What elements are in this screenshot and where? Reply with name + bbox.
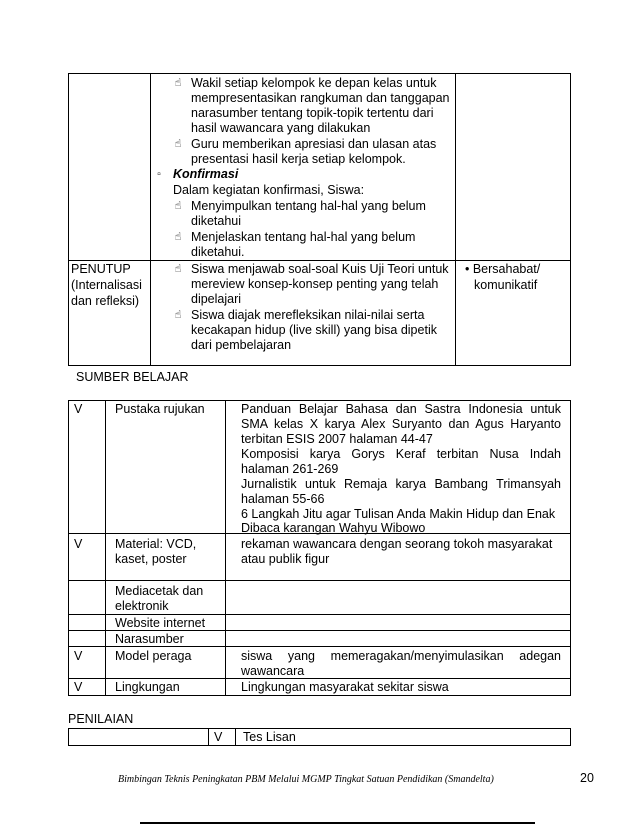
- footer-rule: [140, 822, 535, 824]
- activity-text: Dalam kegiatan konfirmasi, Siswa:: [173, 183, 365, 197]
- source-desc: terbitan ESIS 2007 halaman 44-47: [241, 432, 433, 446]
- check-mark: V: [74, 402, 83, 416]
- activity-text: mempresentasikan rangkuman dan tanggapan: [191, 91, 450, 105]
- source-desc: atau publik figur: [241, 552, 330, 566]
- check-mark: V: [74, 680, 83, 694]
- table-col-divider: [455, 73, 456, 366]
- activity-text: mereview konsep-konsep penting yang telah: [191, 277, 439, 291]
- table-border-left: [68, 400, 69, 696]
- table-col-divider: [150, 73, 151, 366]
- table-border-bottom: [68, 365, 571, 366]
- source-type: Pustaka rujukan: [115, 402, 205, 416]
- table-border-bottom: [68, 695, 571, 696]
- table-border-left: [68, 73, 69, 366]
- source-desc: 6 Langkah Jitu agar Tulisan Anda Makin Hidup dan Enak: [241, 507, 556, 521]
- activity-text: dipelajari: [191, 292, 242, 306]
- table-border-left: [68, 728, 69, 746]
- source-desc: rekaman wawancara dengan seorang tokoh masyarakat: [241, 537, 553, 551]
- source-type: elektronik: [115, 599, 169, 613]
- activity-text: Menyimpulkan tentang hal-hal yang belum: [191, 199, 426, 213]
- activity-heading: Konfirmasi: [173, 167, 239, 181]
- activity-text: Guru memberikan apresiasi dan ulasan atas: [191, 137, 437, 151]
- activity-text: kecakapan hidup (live skill) yang bisa dipetik: [191, 323, 437, 337]
- table-row-divider: [68, 260, 571, 261]
- activity-text: dari pembelajaran: [191, 338, 292, 352]
- source-type: kaset, poster: [115, 552, 187, 566]
- activity-text: Menjelaskan tentang hal-hal yang belum: [191, 230, 416, 244]
- source-desc: SMA kelas X karya Alex Suryanto dan Agus Haryanto: [241, 417, 561, 431]
- activity-text: Wakil setiap kelompok ke depan kelas untuk: [191, 76, 437, 90]
- stage-label: PENUTUP: [71, 262, 131, 276]
- table-border-top: [68, 400, 571, 401]
- activity-text: Siswa diajak merefleksikan nilai-nilai serta: [191, 308, 425, 322]
- activity-text: diketahui.: [191, 245, 245, 259]
- source-desc: Lingkungan masyarakat sekitar siswa: [241, 680, 449, 694]
- check-mark: V: [74, 649, 83, 663]
- hand-pointer-icon: ☝: [174, 309, 182, 321]
- table-col-divider: [235, 728, 236, 746]
- square-bullet-icon: ▫: [157, 169, 161, 180]
- hand-pointer-icon: ☝: [174, 77, 182, 89]
- activity-text: hasil wawancara yang dilakukan: [191, 121, 371, 135]
- table-border-top: [68, 73, 571, 74]
- source-desc: wawancara: [241, 664, 305, 678]
- check-mark: V: [74, 537, 83, 551]
- footer-text: Bimbingan Teknis Peningkatan PBM Melalui MGMP Tingkat Satuan Pendidikan (Smandelta): [118, 774, 494, 785]
- source-desc: halaman 55-66: [241, 492, 325, 506]
- source-type: Website internet: [115, 616, 206, 630]
- source-desc: Panduan Belajar Bahasa dan Sastra Indonesia untuk: [241, 402, 561, 416]
- source-type: Material: VCD,: [115, 537, 197, 551]
- table-border-top: [68, 728, 571, 729]
- character-value: • Bersahabat/: [465, 262, 541, 276]
- section-title-sumber: SUMBER BELAJAR: [76, 370, 189, 384]
- source-desc: Dibaca karangan Wahyu Wibowo: [241, 521, 426, 535]
- source-type: Mediacetak dan: [115, 584, 204, 598]
- table-row-divider: [68, 614, 571, 615]
- table-border-right: [570, 400, 571, 696]
- source-desc: Jurnalistik untuk Remaja karya Bambang Trimansyah: [241, 477, 561, 491]
- hand-pointer-icon: ☝: [174, 263, 182, 275]
- activity-text: narasumber tentang topik-topik tertentu dari: [191, 106, 434, 120]
- table-border-right: [570, 73, 571, 366]
- source-desc: siswa yang memeragakan/menyimulasikan adegan: [241, 649, 561, 663]
- table-row-divider: [68, 580, 571, 581]
- activity-text: Siswa menjawab soal-soal Kuis Uji Teori untuk: [191, 262, 449, 276]
- stage-label: (Internalisasi: [71, 278, 142, 292]
- table-border-bottom: [68, 745, 571, 746]
- table-col-divider: [225, 400, 226, 696]
- hand-pointer-icon: ☝: [174, 231, 182, 243]
- source-desc: halaman 261-269: [241, 462, 339, 476]
- check-mark: V: [214, 730, 223, 744]
- table-col-divider: [208, 728, 209, 746]
- source-type: Narasumber: [115, 632, 184, 646]
- page-number: 20: [580, 771, 594, 785]
- hand-pointer-icon: ☝: [174, 138, 182, 150]
- activity-text: diketahui: [191, 214, 242, 228]
- table-border-right: [570, 728, 571, 746]
- source-type: Model peraga: [115, 649, 192, 663]
- character-value: komunikatif: [474, 278, 538, 292]
- section-title-penilaian: PENILAIAN: [68, 712, 134, 726]
- activity-text: presentasi hasil kerja setiap kelompok.: [191, 152, 406, 166]
- source-desc: Komposisi karya Gorys Keraf terbitan Nusa Indah: [241, 447, 561, 461]
- assessment-label: Tes Lisan: [243, 730, 296, 744]
- hand-pointer-icon: ☝: [174, 200, 182, 212]
- table-row-divider: [68, 678, 571, 679]
- source-type: Lingkungan: [115, 680, 180, 694]
- table-col-divider: [105, 400, 106, 696]
- stage-label: dan refleksi): [71, 294, 140, 308]
